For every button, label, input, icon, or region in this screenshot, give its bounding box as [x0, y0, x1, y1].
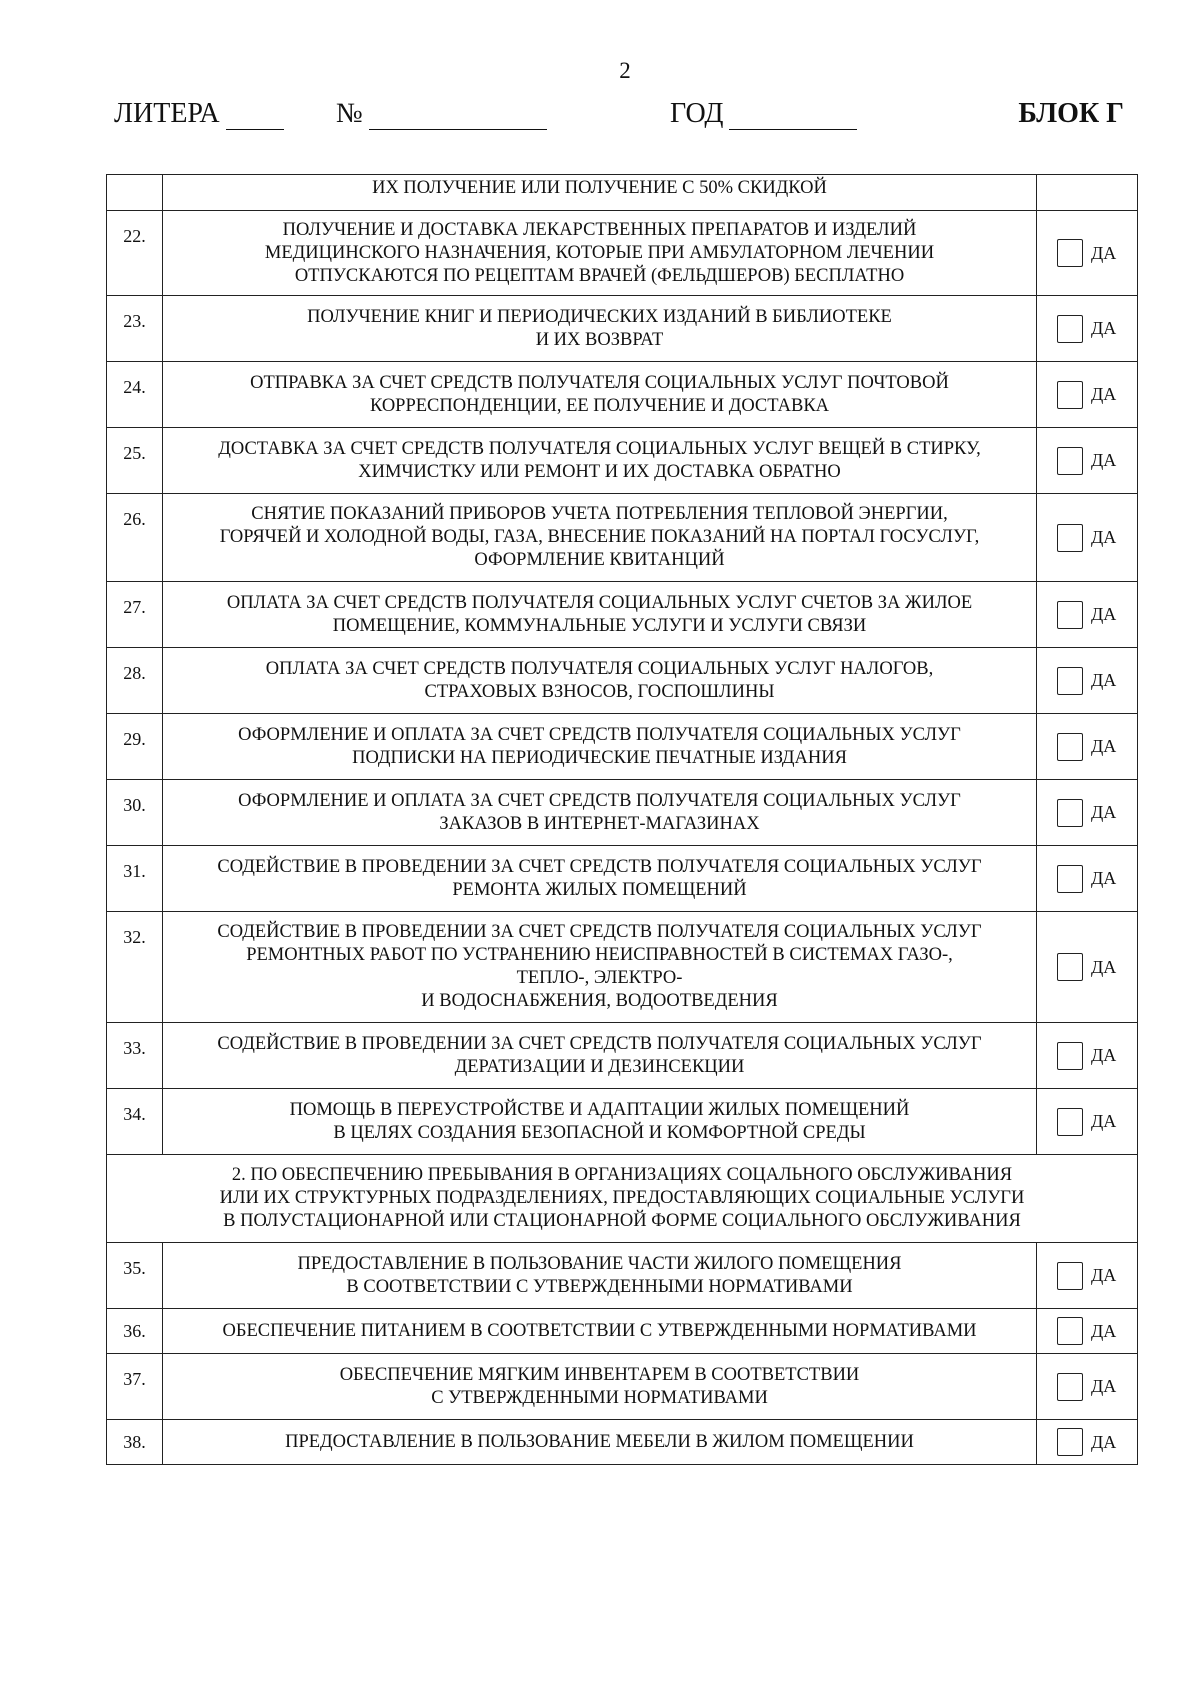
yes-label: ДА — [1091, 868, 1117, 888]
yes-option[interactable] — [1037, 733, 1137, 761]
row-checkbox-cell — [1037, 428, 1138, 494]
description-line: ПОДПИСКИ НА ПЕРИОДИЧЕСКИЕ ПЕЧАТНЫЕ ИЗДАНИЯ — [352, 747, 847, 768]
row-checkbox-cell — [1037, 211, 1138, 296]
description-line: ОТПУСКАЮТСЯ ПО РЕЦЕПТАМ ВРАЧЕЙ (ФЕЛЬДШЕРОВ) БЕСПЛАТНО — [294, 265, 905, 286]
section-heading-line: ИЛИ ИХ СТРУКТУРНЫХ ПОДРАЗДЕЛЕНИЯХ, ПРЕДОСТАВЛЯЮЩИХ СОЦИАЛЬНЫЕ УСЛУГИ — [219, 1188, 1025, 1208]
description-line: ПРЕДОСТАВЛЕНИЕ В ПОЛЬЗОВАНИЕ МЕБЕЛИ В ЖИЛОМ ПОМЕЩЕНИИ — [285, 1431, 914, 1452]
yes-option[interactable] — [1037, 524, 1137, 552]
year-field[interactable] — [670, 98, 857, 130]
table-row — [107, 1354, 1138, 1420]
table-row — [107, 912, 1138, 1023]
page-number: 2 — [619, 58, 631, 83]
row-description — [163, 714, 1037, 780]
row-checkbox-cell — [1037, 846, 1138, 912]
description-line: ПОЛУЧЕНИЕ КНИГ И ПЕРИОДИЧЕСКИХ ИЗДАНИЙ В БИБЛИОТЕКЕ — [307, 306, 892, 327]
description-line: ГОРЯЧЕЙ И ХОЛОДНОЙ ВОДЫ, ГАЗА, ВНЕСЕНИЕ ПОКАЗАНИЙ НА ПОРТАЛ ГОСУСЛУГ, — [219, 527, 980, 547]
row-checkbox-cell — [1037, 1354, 1138, 1420]
year-label: ГОД — [670, 98, 724, 129]
description-line: ПОМЕЩЕНИЕ, КОММУНАЛЬНЫЕ УСЛУГИ И УСЛУГИ СВЯЗИ — [332, 615, 867, 636]
row-description — [163, 428, 1037, 494]
row-checkbox-cell — [1037, 1089, 1138, 1155]
yes-label: ДА — [1091, 1431, 1117, 1452]
yes-option[interactable] — [1037, 1317, 1137, 1345]
section-2-heading — [107, 1155, 1138, 1243]
table-row — [107, 1089, 1138, 1155]
description-line: СОДЕЙСТВИЕ В ПРОВЕДЕНИИ ЗА СЧЕТ СРЕДСТВ ПОЛУЧАТЕЛЯ СОЦИАЛЬНЫХ УСЛУГ — [217, 856, 982, 877]
row-description — [163, 780, 1037, 846]
litera-blank[interactable] — [226, 101, 284, 130]
yes-label: ДА — [1091, 802, 1117, 822]
row-number: 30. — [107, 780, 163, 846]
yes-checkbox[interactable] — [1057, 1042, 1083, 1070]
yes-checkbox[interactable] — [1057, 799, 1083, 827]
row-description — [163, 1309, 1037, 1354]
table-row — [107, 211, 1138, 296]
table-row-continuation — [107, 175, 1138, 211]
description-line: ДЕРАТИЗАЦИИ И ДЕЗИНСЕКЦИИ — [454, 1056, 745, 1077]
description-line: ТЕПЛО-, ЭЛЕКТРО- — [516, 968, 683, 988]
yes-option[interactable] — [1037, 667, 1137, 695]
table-row — [107, 648, 1138, 714]
yes-option[interactable] — [1037, 447, 1137, 475]
yes-label: ДА — [1091, 1320, 1117, 1341]
row-description — [163, 1420, 1037, 1465]
row-description — [163, 846, 1037, 912]
yes-label: ДА — [1091, 1376, 1117, 1396]
row-number: 33. — [107, 1023, 163, 1089]
yes-label: ДА — [1091, 450, 1117, 470]
description-line: СОДЕЙСТВИЕ В ПРОВЕДЕНИИ ЗА СЧЕТ СРЕДСТВ ПОЛУЧАТЕЛЯ СОЦИАЛЬНЫХ УСЛУГ — [217, 1033, 982, 1054]
row-checkbox-cell — [1037, 780, 1138, 846]
yes-checkbox[interactable] — [1057, 1373, 1083, 1401]
row-checkbox-cell — [1037, 648, 1138, 714]
yes-option[interactable] — [1037, 1042, 1137, 1070]
row-number: 25. — [107, 428, 163, 494]
row-description — [163, 648, 1037, 714]
number-blank[interactable] — [369, 101, 547, 130]
description-line: ОФОРМЛЕНИЕ И ОПЛАТА ЗА СЧЕТ СРЕДСТВ ПОЛУЧАТЕЛЯ СОЦИАЛЬНЫХ УСЛУГ — [238, 790, 961, 811]
row-number: 26. — [107, 494, 163, 582]
section-heading-line: 2. ПО ОБЕСПЕЧЕНИЮ ПРЕБЫВАНИЯ В ОРГАНИЗАЦИЯХ СОЦАЛЬНОГО ОБСЛУЖИВАНИЯ — [231, 1165, 1013, 1185]
description-line: КОРРЕСПОНДЕНЦИИ, ЕЕ ПОЛУЧЕНИЕ И ДОСТАВКА — [369, 395, 830, 416]
row-description — [163, 494, 1037, 582]
row-description — [163, 912, 1037, 1023]
yes-checkbox[interactable] — [1057, 1262, 1083, 1290]
table-row — [107, 780, 1138, 846]
row-number: 37. — [107, 1354, 163, 1420]
table-row — [107, 582, 1138, 648]
row-number: 27. — [107, 582, 163, 648]
yes-label: ДА — [1091, 956, 1117, 977]
table-row — [107, 494, 1138, 582]
yes-option[interactable] — [1037, 601, 1137, 629]
yes-option[interactable] — [1037, 315, 1137, 343]
year-blank[interactable] — [729, 101, 857, 130]
row-description — [163, 582, 1037, 648]
description-line: И ВОДОСНАБЖЕНИЯ, ВОДООТВЕДЕНИЯ — [421, 991, 778, 1011]
description-line: ОТПРАВКА ЗА СЧЕТ СРЕДСТВ ПОЛУЧАТЕЛЯ СОЦИАЛЬНЫХ УСЛУГ ПОЧТОВОЙ — [250, 372, 949, 393]
yes-label: ДА — [1091, 736, 1117, 756]
row-checkbox-cell — [1037, 1420, 1138, 1465]
description-line: ОПЛАТА ЗА СЧЕТ СРЕДСТВ ПОЛУЧАТЕЛЯ СОЦИАЛЬНЫХ УСЛУГ СЧЕТОВ ЗА ЖИЛОЕ — [226, 592, 973, 613]
section-header-row — [107, 1155, 1138, 1243]
row-number: 32. — [107, 912, 163, 1023]
table-row — [107, 1420, 1138, 1465]
description-line: РЕМОНТНЫХ РАБОТ ПО УСТРАНЕНИЮ НЕИСПРАВНОСТЕЙ В СИСТЕМАХ ГАЗО-, — [246, 945, 953, 965]
row-description — [163, 1023, 1037, 1089]
yes-option[interactable] — [1037, 1373, 1137, 1401]
yes-label: ДА — [1091, 384, 1117, 404]
yes-option[interactable] — [1037, 1262, 1137, 1290]
row-description — [163, 1354, 1037, 1420]
row-checkbox-cell — [1037, 912, 1138, 1023]
table-row — [107, 428, 1138, 494]
table-row — [107, 1309, 1138, 1354]
row-checkbox-cell — [1037, 1309, 1138, 1354]
row-description — [163, 296, 1037, 362]
row-number: 28. — [107, 648, 163, 714]
description-line: ЗАКАЗОВ В ИНТЕРНЕТ-МАГАЗИНАХ — [439, 813, 760, 834]
row-checkbox-cell — [1037, 175, 1138, 211]
number-label: № — [336, 98, 363, 129]
row-description — [163, 211, 1037, 296]
row-checkbox-cell — [1037, 1023, 1138, 1089]
yes-checkbox[interactable] — [1057, 667, 1083, 695]
yes-option[interactable] — [1037, 865, 1137, 893]
description-line: И ИХ ВОЗВРАТ — [535, 329, 664, 350]
description-line: В СООТВЕТСТВИИ С УТВЕРЖДЕННЫМИ НОРМАТИВАМИ — [346, 1276, 853, 1297]
yes-checkbox[interactable] — [1057, 447, 1083, 475]
row-checkbox-cell — [1037, 362, 1138, 428]
row-number: 23. — [107, 296, 163, 362]
table-row — [107, 1243, 1138, 1309]
yes-checkbox[interactable] — [1057, 239, 1083, 267]
number-field[interactable] — [336, 98, 547, 130]
yes-checkbox[interactable] — [1057, 733, 1083, 761]
description-line: МЕДИЦИНСКОГО НАЗНАЧЕНИЯ, КОТОРЫЕ ПРИ АМБУЛАТОРНОМ ЛЕЧЕНИИ — [264, 242, 935, 263]
litera-field[interactable] — [114, 98, 284, 130]
yes-label: ДА — [1091, 527, 1117, 547]
row-number: 31. — [107, 846, 163, 912]
yes-label: ДА — [1091, 1111, 1117, 1131]
row-description — [163, 362, 1037, 428]
row-description: ИХ ПОЛУЧЕНИЕ ИЛИ ПОЛУЧЕНИЕ С 50% СКИДКОЙ — [163, 175, 1037, 211]
row-checkbox-cell — [1037, 494, 1138, 582]
yes-checkbox[interactable] — [1057, 601, 1083, 629]
table-row — [107, 362, 1138, 428]
description-line: В ЦЕЛЯХ СОЗДАНИЯ БЕЗОПАСНОЙ И КОМФОРТНОЙ СРЕДЫ — [333, 1122, 866, 1143]
yes-label: ДА — [1091, 604, 1117, 624]
yes-label: ДА — [1091, 1045, 1117, 1065]
description-line: ОФОРМЛЕНИЕ И ОПЛАТА ЗА СЧЕТ СРЕДСТВ ПОЛУЧАТЕЛЯ СОЦИАЛЬНЫХ УСЛУГ — [238, 724, 961, 745]
row-number: 24. — [107, 362, 163, 428]
table-row — [107, 296, 1138, 362]
yes-label: ДА — [1091, 670, 1117, 690]
yes-option[interactable] — [1037, 953, 1137, 981]
yes-checkbox[interactable] — [1057, 1428, 1083, 1456]
yes-checkbox[interactable] — [1057, 953, 1083, 981]
row-description — [163, 1089, 1037, 1155]
description-line: ДОСТАВКА ЗА СЧЕТ СРЕДСТВ ПОЛУЧАТЕЛЯ СОЦИАЛЬНЫХ УСЛУГ ВЕЩЕЙ В СТИРКУ, — [218, 438, 981, 459]
row-number: 29. — [107, 714, 163, 780]
services-table — [106, 174, 1138, 1465]
description-line: ПРЕДОСТАВЛЕНИЕ В ПОЛЬЗОВАНИЕ ЧАСТИ ЖИЛОГО ПОМЕЩЕНИЯ — [297, 1253, 902, 1274]
yes-option[interactable] — [1037, 1428, 1137, 1456]
description-line: РЕМОНТА ЖИЛЫХ ПОМЕЩЕНИЙ — [452, 879, 747, 900]
yes-checkbox[interactable] — [1057, 1317, 1083, 1345]
yes-checkbox[interactable] — [1057, 315, 1083, 343]
yes-checkbox[interactable] — [1057, 865, 1083, 893]
description-line: С УТВЕРЖДЕННЫМИ НОРМАТИВАМИ — [431, 1387, 768, 1408]
table-row — [107, 846, 1138, 912]
yes-option[interactable] — [1037, 1108, 1137, 1136]
description-line: ХИМЧИСТКУ ИЛИ РЕМОНТ И ИХ ДОСТАВКА ОБРАТНО — [358, 461, 841, 482]
row-number-cell — [107, 175, 163, 211]
row-checkbox-cell — [1037, 1243, 1138, 1309]
litera-label: ЛИТЕРА — [114, 98, 220, 129]
description-line: ПОЛУЧЕНИЕ И ДОСТАВКА ЛЕКАРСТВЕННЫХ ПРЕПАРАТОВ И ИЗДЕЛИЙ — [282, 219, 917, 240]
yes-label: ДА — [1091, 1265, 1117, 1285]
row-checkbox-cell — [1037, 582, 1138, 648]
table-row — [107, 714, 1138, 780]
yes-option[interactable] — [1037, 381, 1137, 409]
yes-label: ДА — [1091, 242, 1117, 263]
section-heading-line: В ПОЛУСТАЦИОНАРНОЙ ИЛИ СТАЦИОНАРНОЙ ФОРМЕ СОЦИАЛЬНОГО ОБСЛУЖИВАНИЯ — [223, 1211, 1021, 1231]
yes-option[interactable] — [1037, 239, 1137, 267]
row-number: 36. — [107, 1309, 163, 1354]
description-line: ОБЕСПЕЧЕНИЕ МЯГКИМ ИНВЕНТАРЕМ В СООТВЕТСТВИИ — [339, 1364, 860, 1385]
description-line: ПОМОЩЬ В ПЕРЕУСТРОЙСТВЕ И АДАПТАЦИИ ЖИЛЫХ ПОМЕЩЕНИЙ — [289, 1099, 910, 1120]
row-checkbox-cell — [1037, 296, 1138, 362]
row-number: 22. — [107, 211, 163, 296]
row-number: 35. — [107, 1243, 163, 1309]
description-line: СТРАХОВЫХ ВЗНОСОВ, ГОСПОШЛИНЫ — [424, 681, 775, 702]
description-line: СНЯТИЕ ПОКАЗАНИЙ ПРИБОРОВ УЧЕТА ПОТРЕБЛЕНИЯ ТЕПЛОВОЙ ЭНЕРГИИ, — [251, 504, 948, 524]
row-description — [163, 1243, 1037, 1309]
row-number: 34. — [107, 1089, 163, 1155]
table-row — [107, 1023, 1138, 1089]
form-header — [114, 98, 1124, 138]
description-line: ОФОРМЛЕНИЕ КВИТАНЦИЙ — [474, 550, 725, 570]
description-line: СОДЕЙСТВИЕ В ПРОВЕДЕНИИ ЗА СЧЕТ СРЕДСТВ ПОЛУЧАТЕЛЯ СОЦИАЛЬНЫХ УСЛУГ — [217, 922, 982, 942]
yes-checkbox[interactable] — [1057, 524, 1083, 552]
row-number: 38. — [107, 1420, 163, 1465]
yes-checkbox[interactable] — [1057, 381, 1083, 409]
yes-checkbox[interactable] — [1057, 1108, 1083, 1136]
description-line: ОПЛАТА ЗА СЧЕТ СРЕДСТВ ПОЛУЧАТЕЛЯ СОЦИАЛЬНЫХ УСЛУГ НАЛОГОВ, — [265, 658, 934, 679]
block-label: БЛОК Г — [1018, 98, 1124, 129]
yes-option[interactable] — [1037, 799, 1137, 827]
yes-label: ДА — [1091, 318, 1117, 338]
row-checkbox-cell — [1037, 714, 1138, 780]
description-line: ОБЕСПЕЧЕНИЕ ПИТАНИЕМ В СООТВЕТСТВИИ С УТВЕРЖДЕННЫМИ НОРМАТИВАМИ — [222, 1320, 977, 1341]
